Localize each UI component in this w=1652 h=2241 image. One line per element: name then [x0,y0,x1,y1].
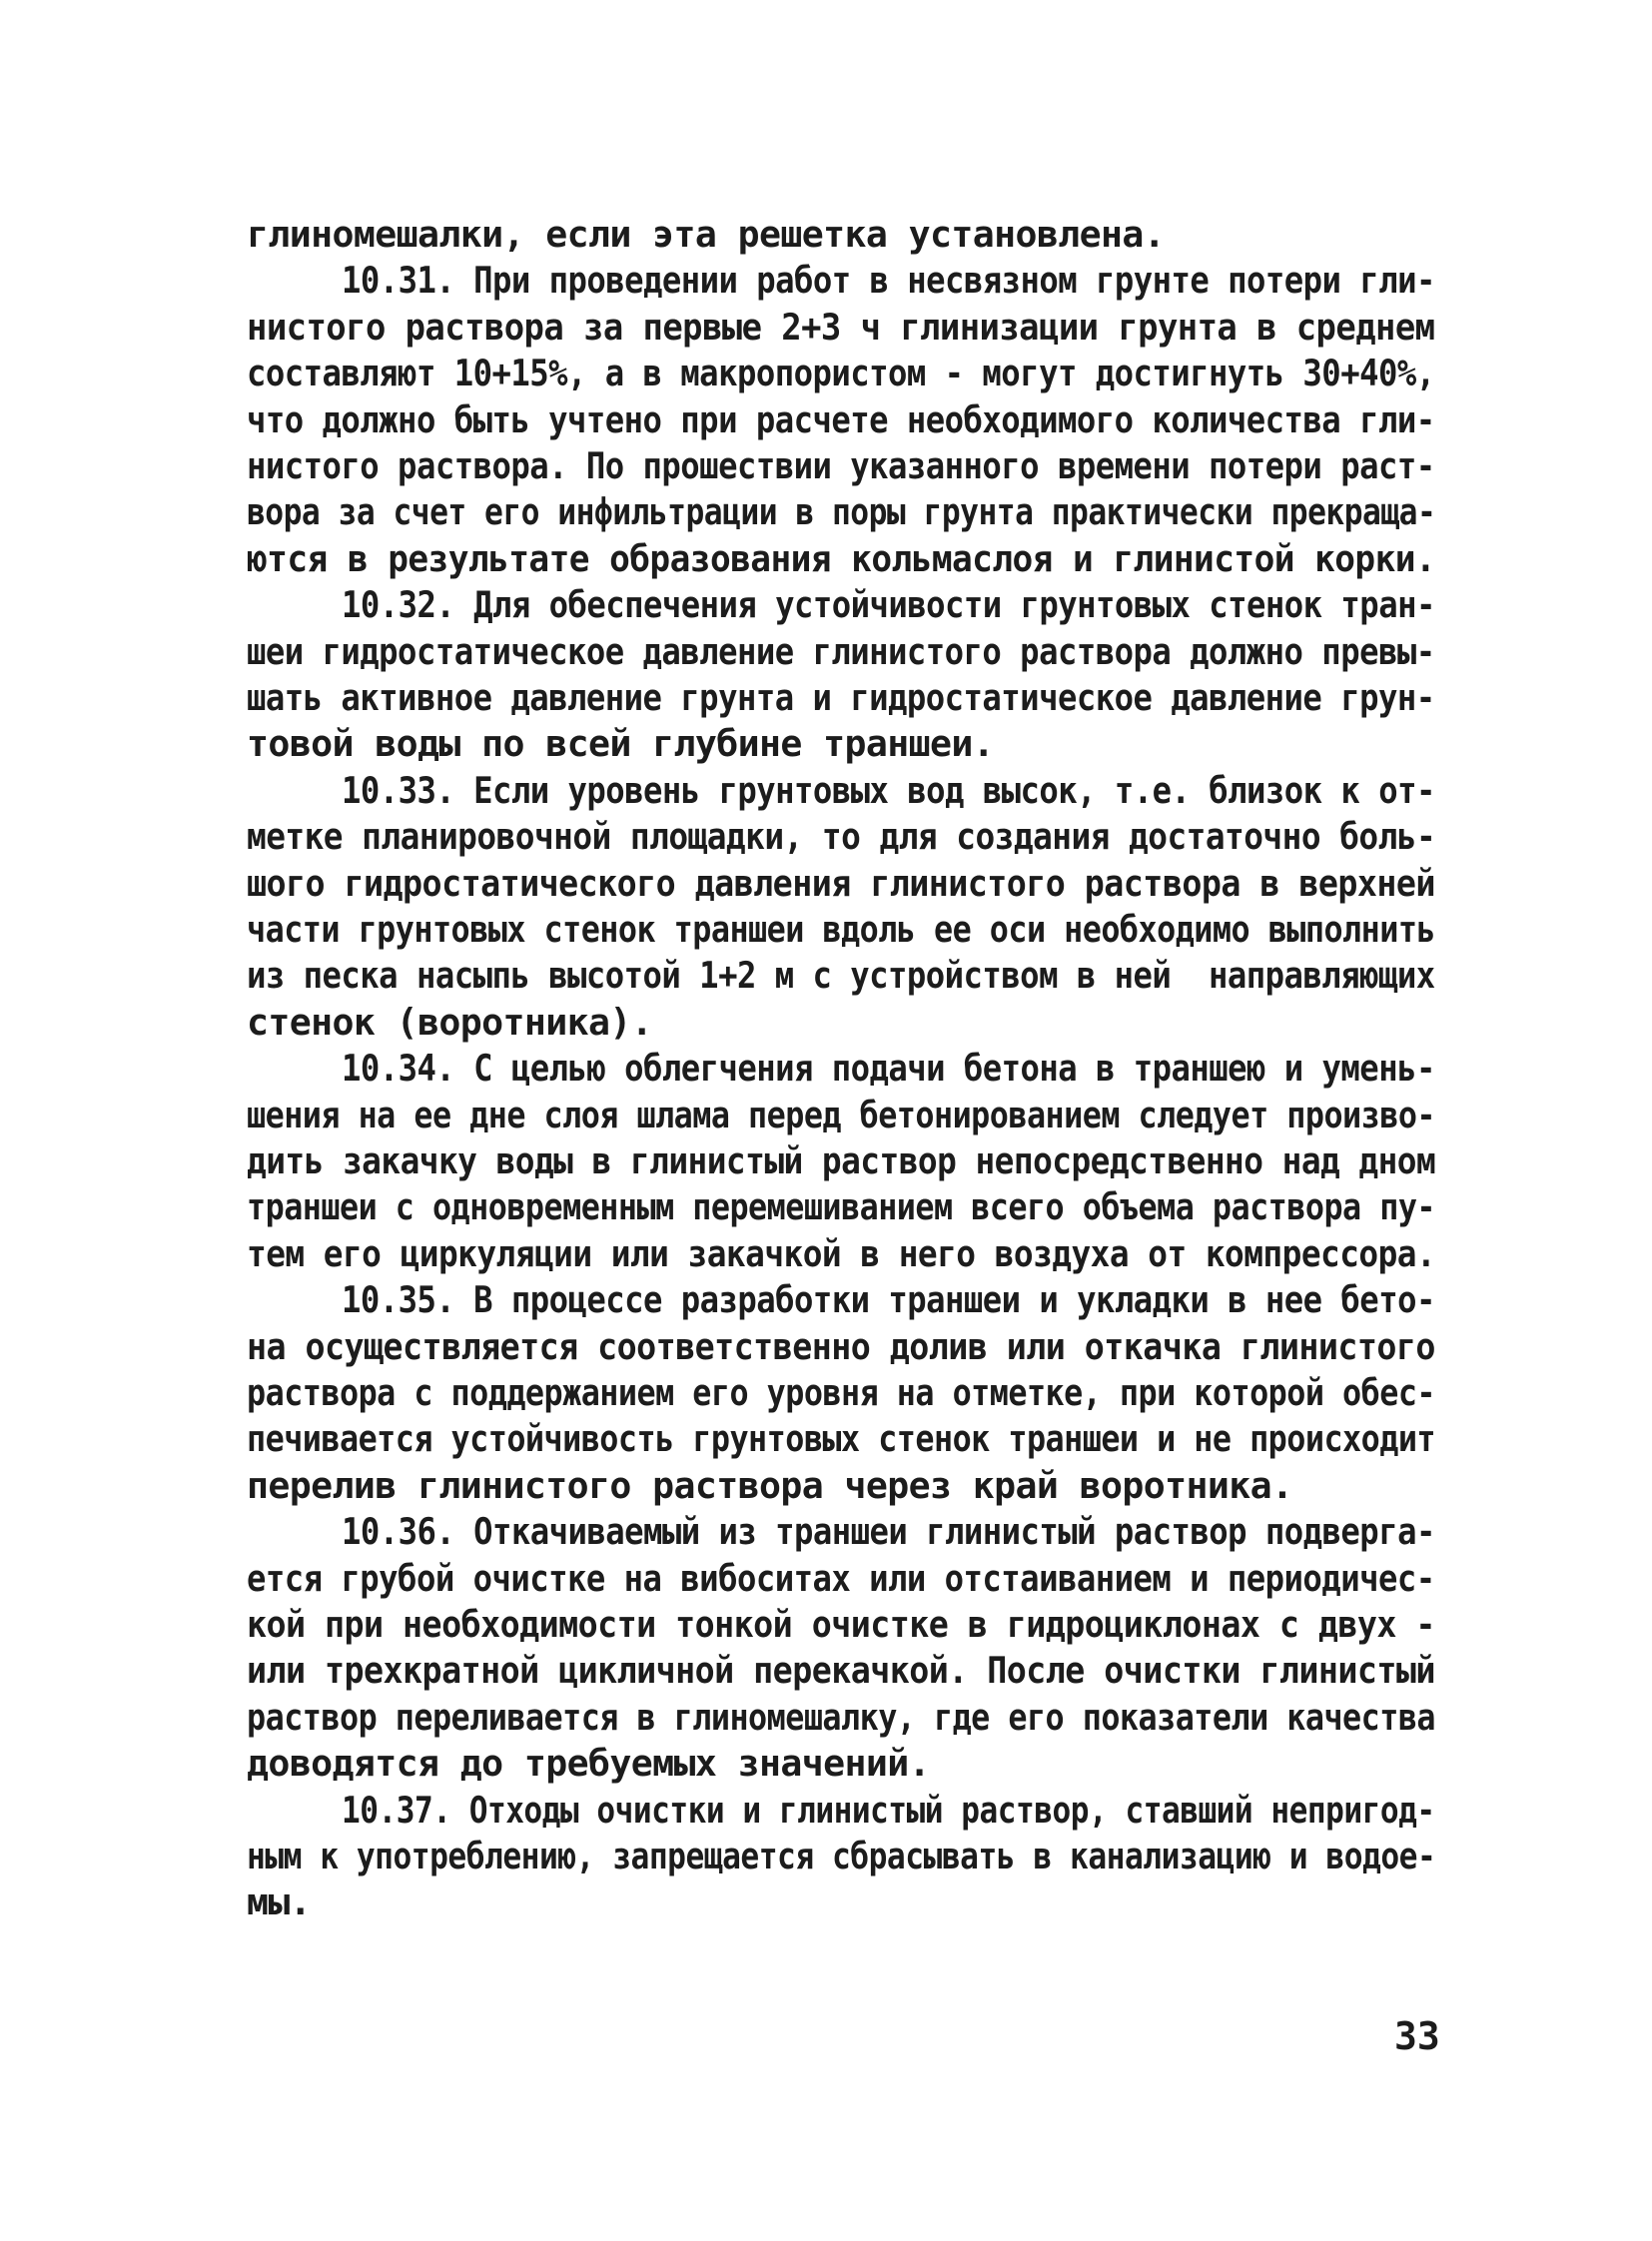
page-number: 33 [1394,2014,1440,2058]
text-line: 10.37. Отходы очистки и глинистый раствор, ставший непригод- [342,1788,1435,1832]
text-line: перелив глинистого раствора через край воротника. [247,1463,1293,1507]
text-line: кой при необходимости тонкой очистке в гидроциклонах с двух - [247,1603,1435,1646]
text-line: что должно быть учтено при расчете необходимого количества гли- [247,397,1435,441]
text-line: раствора с поддержанием его уровня на отметке, при которой обес- [247,1371,1436,1414]
text-line: траншеи с одновременным перемешиванием всего объема раствора пу- [247,1185,1436,1229]
text-line: 10.34. С целью облегчения подачи бетона в траншею и умень- [342,1047,1435,1091]
text-line: раствор переливается в глиномешалку, где его показатели качества [247,1695,1436,1739]
text-line: нистого раствора за первые 2+3 ч глинизации грунта в среднем [247,305,1435,349]
text-line: нистого раствора. По прошествии указанного времени потери раст- [247,444,1435,487]
text-line: 10.31. При проведении работ в несвязном грунте потери гли- [342,259,1435,303]
text-line: дить закачку воды в глинистый раствор непосредственно над дном [247,1139,1436,1182]
text-line: 10.36. Откачиваемый из траншеи глинистый раствор подверга- [342,1510,1435,1554]
text-line: ным к употреблению, запрещается сбрасывать в канализацию и водое- [247,1835,1436,1877]
text-line: шеи гидростатическое давление глинистого раствора должно превы- [247,629,1435,673]
text-line: ется грубой очистке на вибоситах или отстаиванием и периодичес- [247,1556,1435,1600]
text-line: товой воды по всей глубине траншеи. [247,722,995,766]
text-line: мы. [247,1880,312,1924]
text-line: ются в результате образования кольмаслоя и глинистой корки. [247,536,1436,580]
text-line: из песка насыпь высотой 1+2 м с устройством в ней направляющих [247,954,1435,998]
text-line: метке планировочной площадки, то для создания достаточно боль- [247,815,1436,859]
text-line: доводятся до требуемых значений. [247,1742,930,1786]
text-line: стенок (воротника). [247,1000,653,1044]
text-line: 10.33. Если уровень грунтовых вод высок, т.е. близок к от- [342,768,1435,812]
text-line: части грунтовых стенок траншеи вдоль ее оси необходимо выполнить [247,908,1436,951]
text-line: 10.35. В процессе разработки траншеи и укладки в нее бето- [342,1278,1435,1322]
text-line: глиномешалки, если эта решетка установлена. [247,213,1166,256]
text-line: печивается устойчивость грунтовых стенок траншеи и не происходит [247,1417,1436,1461]
text-line: шения на ее дне слоя шлама перед бетонированием следует произво- [247,1093,1436,1136]
text-line: или трехкратной цикличной перекачкой. После очистки глинистый [247,1649,1435,1693]
text-line: на осуществляется соответственно долив или откачка глинистого [247,1324,1435,1368]
text-line: составляют 10+15%, а в макропористом - могут достигнуть 30+40%, [247,352,1435,395]
text-line: шого гидростатического давления глинистого раствора в верхней [247,861,1435,905]
text-line: вора за счет его инфильтрации в поры грунта практически прекраща- [247,490,1436,534]
text-line: 10.32. Для обеспечения устойчивости грунтовых стенок тран- [342,583,1435,627]
text-line: шать активное давление грунта и гидростатическое давление грун- [247,676,1435,719]
text-line: тем его циркуляции или закачкой в него воздуха от компрессора. [247,1231,1436,1275]
